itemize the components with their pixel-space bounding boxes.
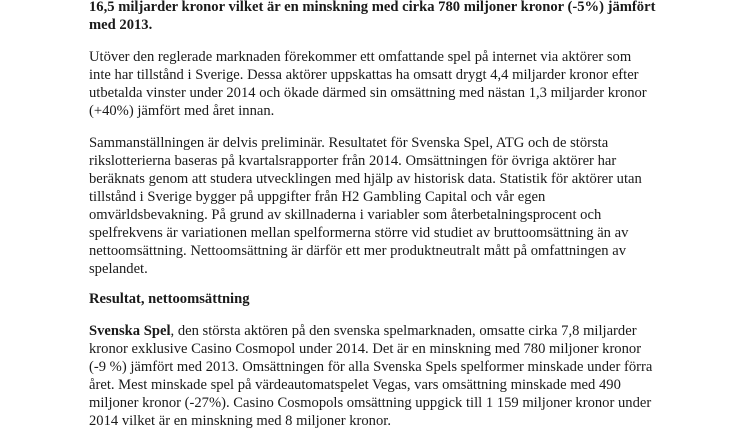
- text-line: nettoomsättning. Nettoomsättning är därför ett mer produktneutralt mått på omfattningen av: [89, 243, 626, 259]
- text-line: beräknats genom att studera utvecklingen med hjälp av historisk data. Statistik för aktörer utan: [89, 171, 642, 187]
- unlicensed-operators-paragraph: [89, 48, 689, 120]
- svenska-spel-paragraph: [89, 322, 689, 430]
- text-line: (+40%) jämfört med året innan.: [89, 103, 275, 119]
- text-line: omvärldsbevakning. På grund av skillnaderna i variabler som återbetalningsprocent och: [89, 207, 602, 223]
- text-line: utbetalda vinster under 2014 och ökade därmed sin omsättning med nästan 1,3 miljarder kronor: [89, 85, 647, 101]
- text-line: inte har tillstånd i Sverige. Dessa aktörer uppskattas ha omsatt drygt 4,4 miljarder kronor efter: [89, 67, 639, 83]
- text-line: tillstånd i Sverige bygger på uppgifter från H2 Gambling Capital och vår egen: [89, 189, 546, 205]
- text-line: 16,5 miljarder kronor vilket är en minskning med cirka 780 miljoner kronor (-5%) jämfört: [89, 0, 656, 15]
- text-line: spelfrekvens är variationen mellan spelformerna större vid studiet av bruttoomsättning än av: [89, 225, 629, 241]
- text-line: spelandet.: [89, 261, 148, 277]
- text-line: Sammanställningen är delvis preliminär. Resultatet för Svenska Spel, ATG och de största: [89, 135, 609, 151]
- text-line: året. Mest minskade spel på värdeautomatspelet Vegas, vars omsättning minskade med 490: [89, 377, 621, 393]
- text-line: 2014 vilket är en minskning med 8 miljoner kronor.: [89, 413, 391, 429]
- text-line: rikslotterierna baseras på kvartalsrapporter från 2014. Omsättningen för övriga aktörer har: [89, 153, 617, 169]
- text-line: med 2013.: [89, 17, 153, 33]
- preliminary-note-paragraph: [89, 134, 689, 278]
- text-fragment: , den största aktören på den svenska spelmarknaden, omsatte cirka 7,8 miljarder: [170, 323, 637, 339]
- text-line: [89, 322, 689, 340]
- lead-paragraph: [89, 0, 689, 34]
- text-line: miljoner kronor (-27%). Casino Cosmopols omsättning uppgick till 1 159 miljoner kronor under: [89, 395, 652, 411]
- text-line: kronor exklusive Casino Cosmopol under 2014. Det är en minskning med 780 miljoner kronor: [89, 341, 642, 357]
- section-heading: Resultat, nettoomsättning: [89, 291, 250, 307]
- text-line: (-9 %) jämfört med 2013. Omsättningen för alla Svenska Spels spelformer minskade under förra: [89, 359, 653, 375]
- text-line: Utöver den reglerade marknaden förekommer ett omfattande spel på internet via aktörer som: [89, 49, 632, 65]
- company-name: Svenska Spel: [89, 323, 171, 339]
